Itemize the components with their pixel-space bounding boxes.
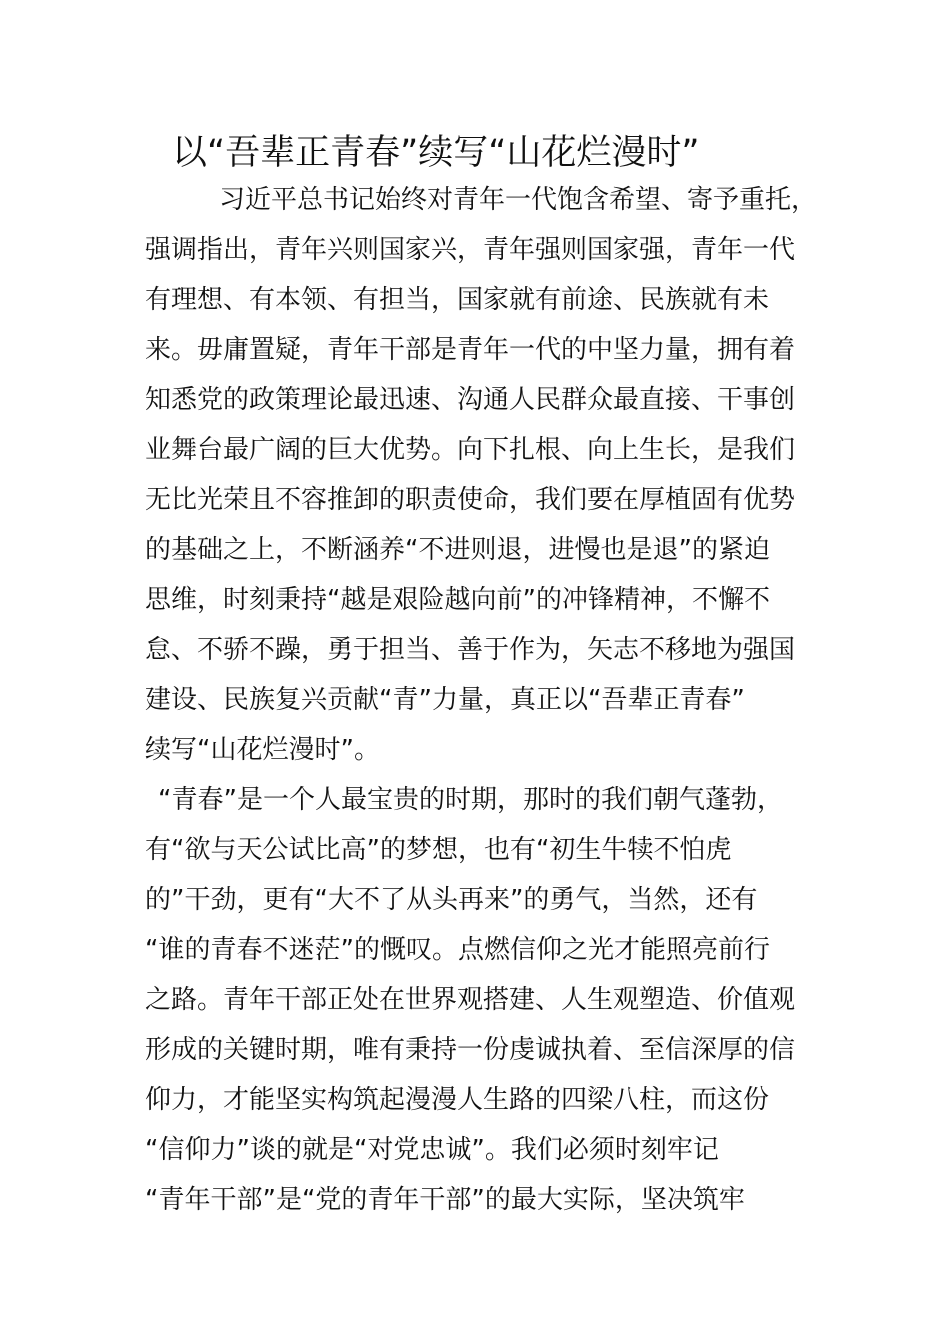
document-title: 以“吾辈正青春”续写“山花烂漫时” bbox=[172, 133, 700, 173]
text-line: 强调指出，青年兴则国家兴，青年强则国家强，青年一代 bbox=[145, 235, 796, 265]
text-line: 续写“山花烂漫时”。 bbox=[145, 735, 380, 765]
text-line: 来。毋庸置疑，青年干部是青年一代的中坚力量，拥有着 bbox=[145, 335, 796, 365]
text-line: 建设、民族复兴贡献“青”力量，真正以“吾辈正青春” bbox=[145, 685, 745, 715]
text-line: 有“欲与天公试比高”的梦想，也有“初生牛犊不怕虎 bbox=[145, 835, 732, 865]
text-line: 形成的关键时期，唯有秉持一份虔诚执着、至信深厚的信 bbox=[145, 1035, 796, 1065]
text-line: “青春”是一个人最宝贵的时期，那时的我们朝气蓬勃， bbox=[158, 785, 783, 815]
text-line: “信仰力”谈的就是“对党忠诚”。我们必须时刻牢记 bbox=[145, 1135, 719, 1165]
text-line: 业舞台最广阔的巨大优势。向下扎根、向上生长，是我们 bbox=[145, 435, 796, 465]
text-line: 的”干劲，更有“大不了从头再来”的勇气，当然，还有 bbox=[145, 885, 758, 915]
text-line: 无比光荣且不容推卸的职责使命，我们要在厚植固有优势 bbox=[145, 485, 796, 515]
text-line: 之路。青年干部正处在世界观搭建、人生观塑造、价值观 bbox=[145, 985, 796, 1015]
text-line: 思维，时刻秉持“越是艰险越向前”的冲锋精神，不懈不 bbox=[145, 585, 770, 615]
text-line: 怠、不骄不躁，勇于担当、善于作为，矢志不移地为强国 bbox=[145, 635, 796, 665]
text-line: “谁的青春不迷茫”的慨叹。点燃信仰之光才能照亮前行 bbox=[145, 935, 770, 965]
text-line: 有理想、有本领、有担当，国家就有前途、民族就有未 bbox=[145, 285, 770, 315]
text-line: 习近平总书记始终对青年一代饱含希望、寄予重托， bbox=[219, 185, 818, 215]
text-line: “青年干部”是“党的青年干部”的最大实际，坚决筑牢 bbox=[145, 1185, 745, 1215]
text-line: 的基础之上，不断涵养“不进则退，进慢也是退”的紧迫 bbox=[145, 535, 770, 565]
text-line: 知悉党的政策理论最迅速、沟通人民群众最直接、干事创 bbox=[145, 385, 796, 415]
text-line: 仰力，才能坚实构筑起漫漫人生路的四梁八柱，而这份 bbox=[145, 1085, 770, 1115]
